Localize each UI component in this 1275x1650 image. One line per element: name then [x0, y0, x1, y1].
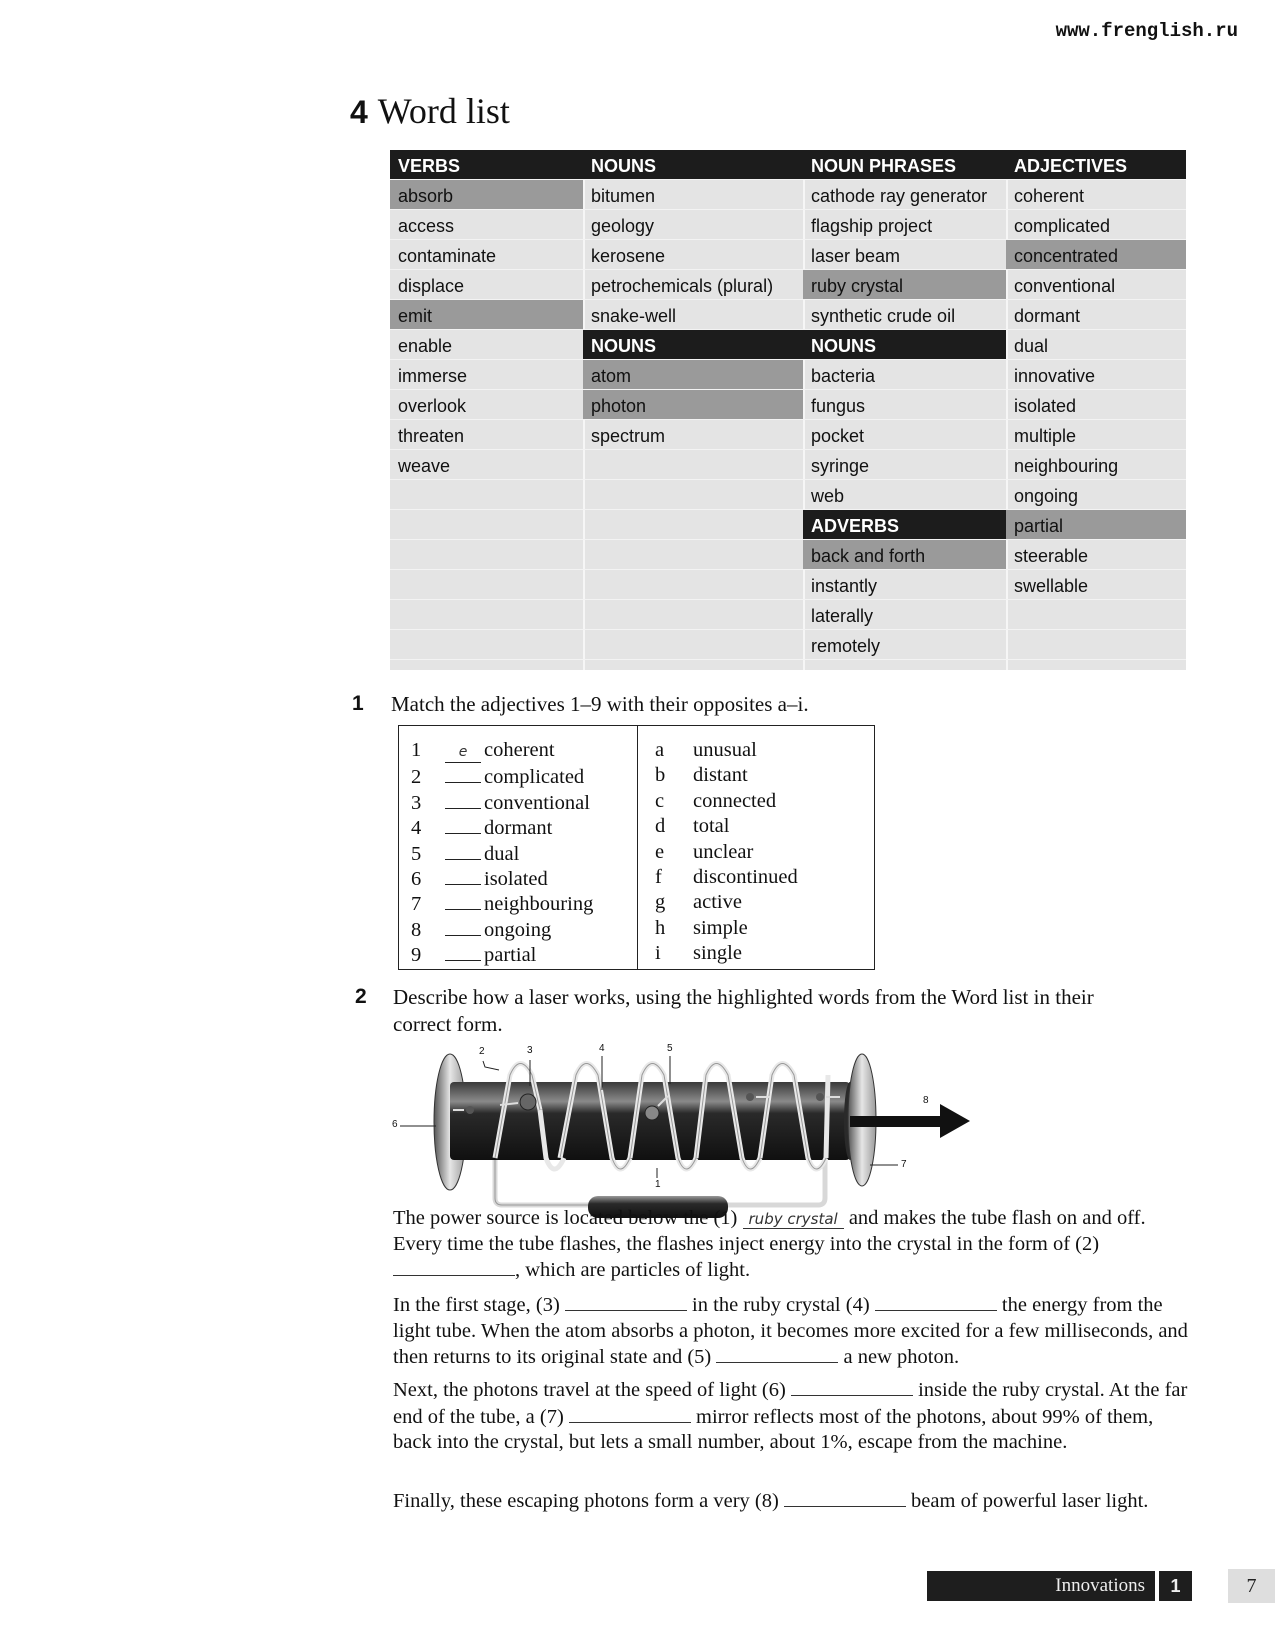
adjective-number: 7 [411, 893, 422, 916]
empty-cell [390, 480, 583, 510]
adjective-number: 1 [411, 739, 422, 761]
empty-cell [390, 630, 583, 660]
word-category-header: NOUNS [583, 150, 803, 180]
highlighted-word: photon [583, 390, 803, 420]
adjective-number: 6 [411, 867, 422, 890]
ruby-crystal-tube [450, 1082, 850, 1160]
answer-blank[interactable] [445, 840, 481, 860]
opposite-letter: g [655, 891, 666, 914]
paragraph-text: inside the ruby crystal. At the far end of the tube, a (7) [393, 1379, 1188, 1428]
word-item: laser beam [803, 240, 1006, 270]
section-number: 4 [350, 94, 368, 130]
paragraph-text: the energy from the light tube. When the atom absorbs a photon, it becomes more excited for a few milliseconds, and then returns to its original state and (5) [393, 1294, 1188, 1368]
opposite-letter: i [655, 942, 661, 965]
answer-gap-4[interactable] [875, 1292, 997, 1311]
opposite-row [647, 763, 798, 788]
paragraph-text: , which are particles of light. [515, 1259, 751, 1281]
word-category-header: NOUN PHRASES [803, 150, 1006, 180]
word-column-nouns [583, 150, 805, 670]
answer-gap-3[interactable] [565, 1292, 687, 1311]
word-item: dormant [1006, 300, 1186, 330]
adjective-word: neighbouring [484, 893, 594, 916]
gapfill-paragraph-4 [393, 1488, 1193, 1515]
paragraph-text: a new photon. [843, 1346, 960, 1368]
opposite-row [647, 789, 798, 814]
opposite-word: unusual [693, 739, 757, 761]
paragraph-text: Next, the photons travel at the speed of light (6) [393, 1379, 786, 1401]
opposite-letter: f [655, 865, 662, 888]
opposite-row [647, 890, 798, 915]
word-category-header: VERBS [390, 150, 583, 180]
word-item: fungus [803, 390, 1006, 420]
paragraph-text: The power source is located below the (1) [393, 1207, 738, 1229]
exercise-2-number: 2 [355, 985, 367, 1008]
word-column-adjectives [1006, 150, 1186, 670]
word-item: bacteria [803, 360, 1006, 390]
empty-cell [583, 510, 803, 540]
opposite-letter: a [655, 739, 665, 761]
answer-blank[interactable] [445, 890, 481, 910]
source-url: www.frenglish.ru [1055, 20, 1238, 42]
exercise-1-instruction: Match the adjectives 1–9 with their opposites a–i. [391, 692, 809, 716]
empty-cell [1006, 600, 1186, 630]
diagram-label-4: 4 [599, 1043, 605, 1054]
word-item: web [803, 480, 1006, 510]
paragraph-text: beam of powerful laser light. [911, 1490, 1149, 1512]
answer-blank[interactable]: e [445, 743, 481, 763]
highlighted-word: atom [583, 360, 803, 390]
diagram-label-2: 2 [479, 1046, 485, 1057]
answer-blank[interactable] [445, 789, 481, 809]
empty-cell [390, 570, 583, 600]
adjective-word: conventional [484, 791, 590, 814]
unit-title-bar: Innovations [927, 1571, 1155, 1601]
word-item: coherent [1006, 180, 1186, 210]
opposite-letter: b [655, 764, 666, 787]
laser-beam-arrowhead [940, 1104, 970, 1138]
paragraph-text: Finally, these escaping photons form a very (8) [393, 1490, 779, 1512]
matching-divider [637, 726, 638, 969]
answer-gap-6[interactable] [791, 1377, 913, 1396]
adjective-number: 2 [411, 766, 422, 789]
empty-cell [583, 630, 803, 660]
opposite-word: distant [693, 764, 748, 787]
word-item: cathode ray generator [803, 180, 1006, 210]
word-item: remotely [803, 630, 1006, 660]
answer-blank[interactable] [445, 865, 481, 885]
adjective-row [411, 916, 593, 941]
adjectives-list [411, 738, 593, 967]
word-item: conventional [1006, 270, 1186, 300]
opposite-word: active [693, 891, 742, 914]
adjective-word: ongoing [484, 918, 552, 941]
empty-cell [390, 600, 583, 630]
answer-blank[interactable] [445, 916, 481, 936]
word-item: instantly [803, 570, 1006, 600]
word-item: access [390, 210, 583, 240]
word-item: threaten [390, 420, 583, 450]
opposite-letter: e [655, 840, 665, 863]
answer-gap-7[interactable] [569, 1404, 691, 1423]
paragraph-text: in the ruby crystal (4) [692, 1294, 870, 1316]
word-item: innovative [1006, 360, 1186, 390]
empty-cell [583, 540, 803, 570]
word-item: geology [583, 210, 803, 240]
gapfill-paragraph-3 [393, 1377, 1193, 1456]
opposite-word: simple [693, 916, 748, 939]
adjective-row [411, 840, 593, 865]
laser-diagram [380, 1040, 980, 1220]
adjective-row [411, 789, 593, 814]
empty-cell [1006, 630, 1186, 660]
word-item: pocket [803, 420, 1006, 450]
adjective-number: 4 [411, 817, 422, 840]
opposite-row [647, 814, 798, 839]
adjective-number: 9 [411, 944, 422, 967]
diagram-label-6: 6 [392, 1119, 398, 1130]
word-category-header: ADJECTIVES [1006, 150, 1186, 180]
adjective-word: complicated [484, 766, 585, 789]
word-column-verbs [390, 150, 585, 670]
word-item: syringe [803, 450, 1006, 480]
opposite-word: discontinued [693, 865, 798, 888]
adjective-word: isolated [484, 867, 548, 890]
word-category-header: NOUNS [803, 330, 1006, 360]
word-item: contaminate [390, 240, 583, 270]
word-item: complicated [1006, 210, 1186, 240]
opposite-row [647, 941, 798, 966]
opposite-word: connected [693, 789, 777, 812]
word-item: kerosene [583, 240, 803, 270]
empty-cell [583, 450, 803, 480]
word-item: bitumen [583, 180, 803, 210]
adjective-row [411, 865, 593, 890]
opposite-word: single [693, 942, 742, 965]
highlighted-word: back and forth [803, 540, 1006, 570]
word-list-table [390, 150, 1186, 670]
answer-gap-8[interactable] [784, 1488, 906, 1507]
opposite-word: total [693, 815, 730, 838]
adjective-number: 3 [411, 791, 422, 814]
adjective-row [411, 763, 593, 788]
highlighted-word: partial [1006, 510, 1186, 540]
word-item: displace [390, 270, 583, 300]
highlighted-word: ruby crystal [803, 270, 1006, 300]
gapfill-paragraph-1 [393, 1206, 1193, 1284]
paragraph-text: mirror reflects most of the photons, about 99% of them, back into the crystal, but lets a small number, about 1%, escape from the machine. [393, 1405, 1154, 1453]
diagram-label-1: 1 [655, 1179, 661, 1190]
word-item: petrochemicals (plural) [583, 270, 803, 300]
word-item: weave [390, 450, 583, 480]
word-item: synthetic crude oil [803, 300, 1006, 330]
word-item: laterally [803, 600, 1006, 630]
diagram-label-8: 8 [923, 1095, 929, 1106]
word-item: neighbouring [1006, 450, 1186, 480]
section-title-text: Word list [377, 91, 510, 131]
opposite-row [647, 865, 798, 890]
answer-blank[interactable] [445, 814, 481, 834]
word-item: multiple [1006, 420, 1186, 450]
adjective-row [411, 814, 593, 839]
highlighted-word: absorb [390, 180, 583, 210]
answer-blank[interactable] [445, 763, 481, 783]
word-item: steerable [1006, 540, 1186, 570]
word-item: ongoing [1006, 480, 1186, 510]
word-category-header: ADVERBS [803, 510, 1006, 540]
answer-gap-2[interactable] [393, 1257, 515, 1276]
laser-diagram-svg [380, 1040, 980, 1220]
adjective-word: partial [484, 944, 537, 967]
opposites-list [647, 738, 798, 967]
adjective-word: coherent [484, 739, 555, 761]
unit-number: 1 [1157, 1571, 1192, 1601]
highlighted-word: emit [390, 300, 583, 330]
opposite-letter: c [655, 789, 665, 812]
adjective-row [411, 890, 593, 915]
word-item: flagship project [803, 210, 1006, 240]
adjective-row [411, 941, 593, 966]
exercise-2-instruction-line-1: Describe how a laser works, using the highlighted words from the Word list in their [393, 985, 1094, 1009]
word-item: isolated [1006, 390, 1186, 420]
word-item: spectrum [583, 420, 803, 450]
word-item: snake-well [583, 300, 803, 330]
diagram-label-5: 5 [667, 1043, 673, 1054]
answer-blank[interactable] [445, 941, 481, 961]
word-item: dual [1006, 330, 1186, 360]
opposite-row [647, 840, 798, 865]
adjective-number: 5 [411, 842, 422, 865]
answer-gap-5[interactable] [716, 1344, 838, 1363]
word-item: enable [390, 330, 583, 360]
adjective-number: 8 [411, 918, 422, 941]
laser-beam [850, 1116, 945, 1127]
word-item: immerse [390, 360, 583, 390]
exercise-2-instruction-line-2: correct form. [393, 1012, 503, 1036]
word-item: overlook [390, 390, 583, 420]
matching-box [398, 725, 875, 970]
empty-cell [583, 570, 803, 600]
paragraph-text: and makes the tube flash on and off. Every time the tube flashes, the flashes inject energy into the crystal in the form of (2) [393, 1207, 1146, 1255]
adjective-word: dual [484, 842, 520, 865]
word-category-header: NOUNS [583, 330, 803, 360]
exercise-1-number: 1 [352, 692, 364, 715]
answer-gap-1[interactable]: ruby crystal [743, 1210, 844, 1229]
diagram-label-7: 7 [901, 1159, 907, 1170]
opposite-letter: d [655, 815, 666, 838]
word-column-noun-phrases [803, 150, 1008, 670]
empty-cell [390, 510, 583, 540]
diagram-label-3: 3 [527, 1045, 533, 1056]
section-title [350, 90, 510, 132]
adjective-row [411, 738, 593, 763]
paragraph-text: In the first stage, (3) [393, 1294, 560, 1316]
opposite-row [647, 738, 798, 763]
word-item: swellable [1006, 570, 1186, 600]
empty-cell [390, 540, 583, 570]
highlighted-word: concentrated [1006, 240, 1186, 270]
empty-cell [583, 480, 803, 510]
adjective-word: dormant [484, 817, 553, 840]
gapfill-paragraph-2 [393, 1292, 1193, 1371]
opposite-letter: h [655, 916, 666, 939]
empty-cell [583, 600, 803, 630]
opposite-word: unclear [693, 840, 754, 863]
opposite-row [647, 916, 798, 941]
page-number: 7 [1228, 1569, 1275, 1603]
